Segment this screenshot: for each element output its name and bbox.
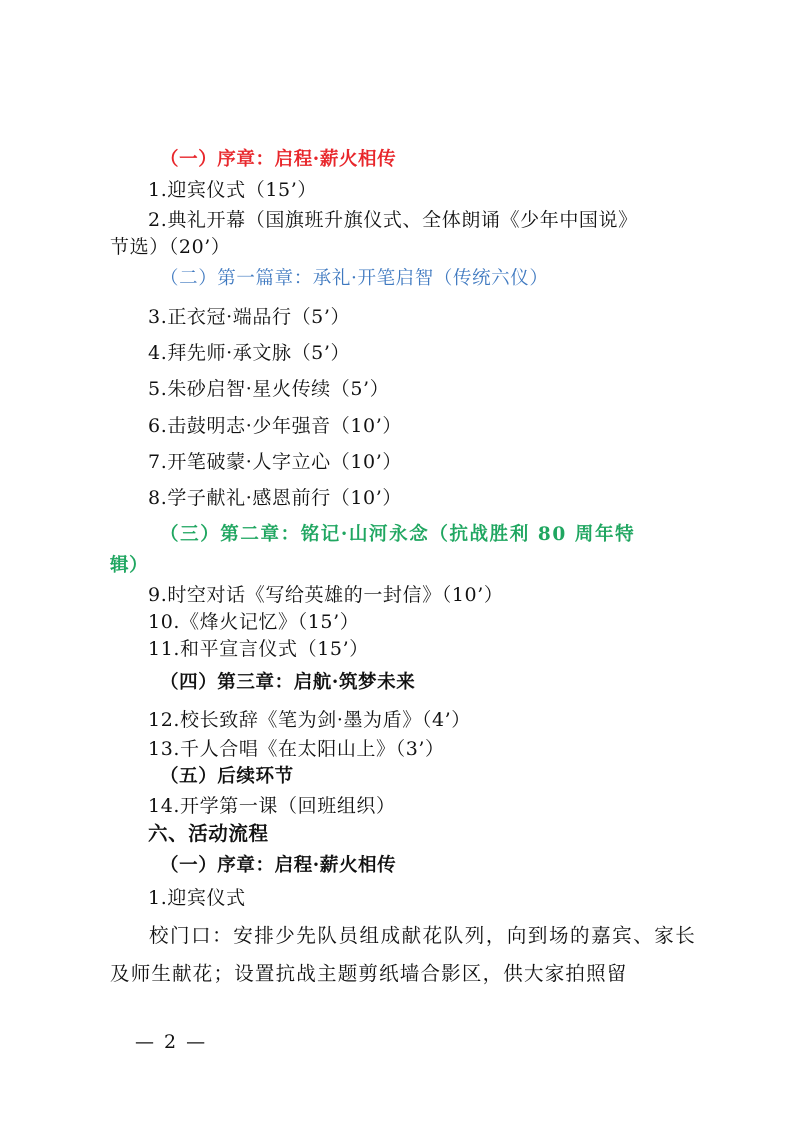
body-paragraph: 校门口：安排少先队员组成献花队列，向到场的嘉宾、家长及师生献花；设置抗战主题剪纸墙合影区，供大家拍照留 [110,924,696,985]
heading-prologue-repeat: （一）序章：启程·薪火相传 [160,855,397,876]
list-item: 1.迎宾仪式（15’） [148,179,317,201]
list-item: 2.典礼开幕（国旗班升旗仪式、全体朗诵《少年中国说》 [148,209,638,231]
heading-prologue: （一）序章：启程·薪火相传 [160,149,397,170]
list-item: 1.迎宾仪式 [148,887,246,909]
list-item: 5.朱砂启智·星火传续（5’） [148,378,390,400]
heading-chapter-three: （四）第三章：启航·筑梦未来 [160,672,416,693]
heading-follow-up: （五）后续环节 [160,766,294,787]
list-item: 3.正衣冠·端品行（5’） [148,306,351,328]
page-number: — 2 — [135,1031,208,1053]
heading-chapter-one: （二）第一篇章：承礼·开笔启智（传统六仪） [160,268,549,289]
list-item: 12.校长致辞《笔为剑·墨为盾》（4’） [148,709,471,731]
section-heading: 六、活动流程 [148,822,269,845]
list-item: 6.击鼓明志·少年强音（10’） [148,415,402,437]
list-item: 4.拜先师·承文脉（5’） [148,342,351,364]
list-item: 13.千人合唱《在太阳山上》（3’） [148,738,445,760]
list-item: 11.和平宣言仪式（15’） [148,638,369,660]
list-item: 8.学子献礼·感恩前行（10’） [148,487,402,509]
list-item: 7.开笔破蒙·人字立心（10’） [148,451,402,473]
list-item: 9.时空对话《写给英雄的一封信》（10’） [148,584,504,606]
list-item: 10.《烽火记忆》（15’） [148,611,360,633]
heading-chapter-two-continuation: 辑） [110,555,149,576]
list-item: 14.开学第一课（回班组织） [148,795,396,817]
heading-chapter-two: （三）第二章：铭记·山河永念（抗战胜利 80 周年特 [160,524,636,545]
list-item-continuation: 节选）（20’） [110,236,231,258]
